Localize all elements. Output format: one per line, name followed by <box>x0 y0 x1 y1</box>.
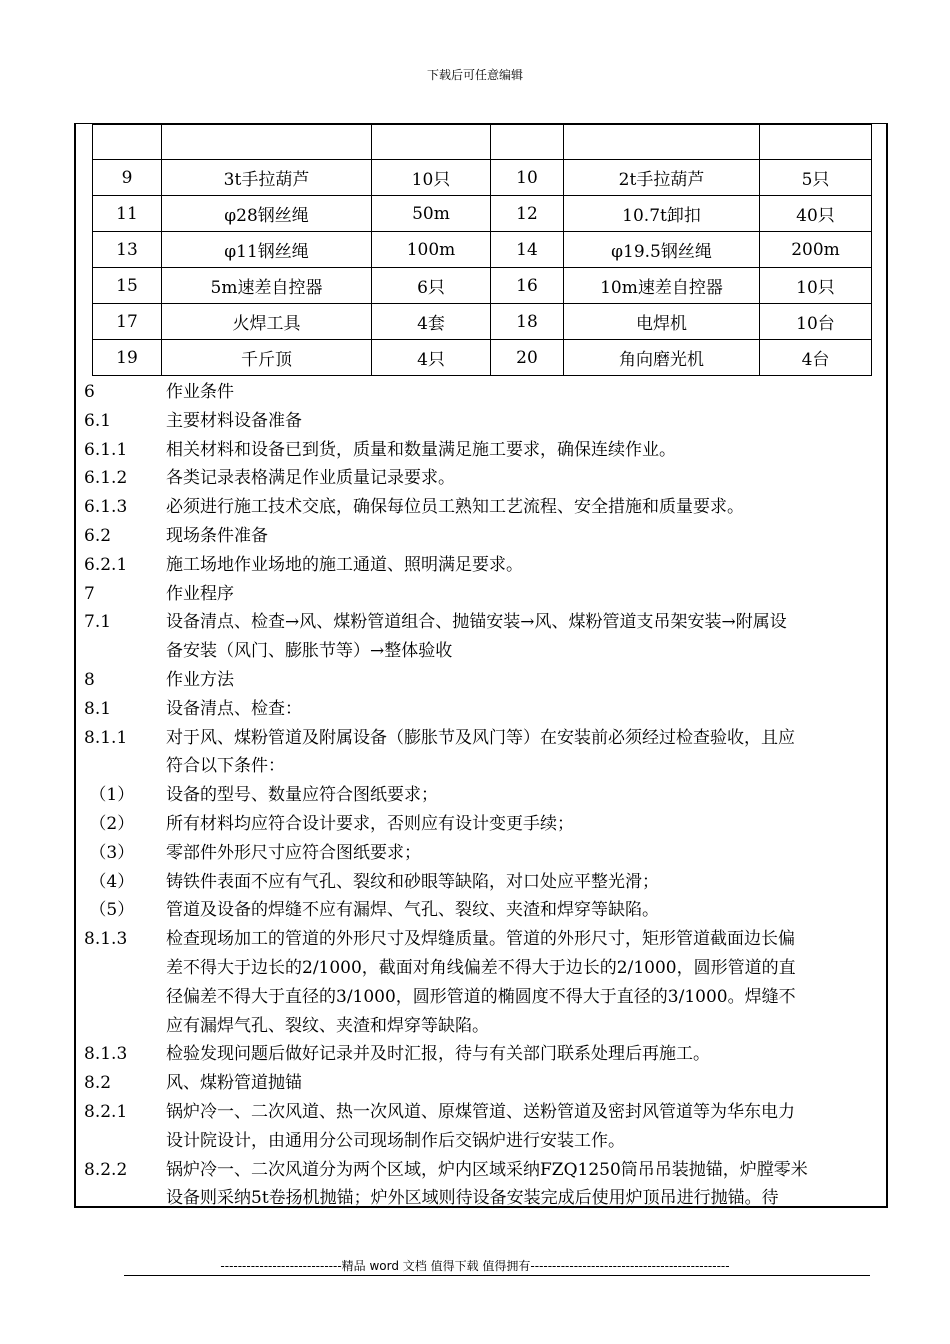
table-row <box>93 160 872 196</box>
paragraph-line <box>84 637 884 666</box>
page-footer: ----------------------------精品 word 文档 值得下载 值得拥有---------------------------------------------- <box>220 1259 730 1273</box>
table-cell-item-qty: 10台 <box>760 304 872 340</box>
paragraph-text: 零部件外形尺寸应符合图纸要求； <box>166 842 421 863</box>
table-cell-item-name: φ19.5钢丝绳 <box>564 232 760 268</box>
paragraph-line <box>84 781 884 810</box>
table-cell-item-no: 20 <box>491 340 564 376</box>
table-cell-item-qty: 40只 <box>760 196 872 232</box>
table-cell-item-qty: 200m <box>760 232 872 268</box>
table-cell-item-qty: 4台 <box>760 340 872 376</box>
section-number <box>84 637 166 666</box>
table-row <box>93 340 872 376</box>
section-number: 6.1.3 <box>84 497 128 518</box>
paragraph-text: 设备的型号、数量应符合图纸要求； <box>166 785 438 806</box>
section-number: （4） <box>84 871 135 892</box>
section-number <box>84 983 166 1012</box>
table-cell-item-no: 15 <box>93 268 162 304</box>
paragraph-text: 锅炉冷一、二次风道、热一次风道、原煤管道、送粉管道及密封风管道等为华东电力 <box>166 1101 795 1122</box>
section-number: 8.1.1 <box>84 727 128 748</box>
table-cell-item-name: 火焊工具 <box>162 304 372 340</box>
paragraph-line <box>84 752 884 781</box>
paragraph-text: 施工场地作业场地的施工通道、照明满足要求。 <box>166 554 523 575</box>
paragraph-line <box>84 580 884 609</box>
section-number: 6 <box>84 382 95 402</box>
paragraph-text: 检验发现问题后做好记录并及时汇报，待与有关部门联系处理后再施工。 <box>166 1044 710 1065</box>
paragraph-line <box>84 464 884 493</box>
table-cell-item-qty: 10只 <box>372 160 491 196</box>
paragraph-text: 对于风、煤粉管道及附属设备（膨胀节及风门等）在安装前必须经过检查验收，且应 <box>166 727 795 748</box>
paragraph-line <box>84 868 884 897</box>
paragraph-line <box>84 522 884 551</box>
table-row <box>93 304 872 340</box>
paragraph-text: 主要材料设备准备 <box>166 410 302 431</box>
section-number: 8.1.3 <box>84 1044 128 1065</box>
section-number: 7.1 <box>84 612 112 633</box>
paragraph-line <box>84 407 884 436</box>
table-cell-item-name: 5m速差自控器 <box>162 268 372 304</box>
section-number: 6.1.2 <box>84 468 128 489</box>
table-cell-item-no: 17 <box>93 304 162 340</box>
paragraph-text: 作业方法 <box>166 669 234 690</box>
table-cell-item-name: φ28钢丝绳 <box>162 196 372 232</box>
paragraph-line <box>84 436 884 465</box>
paragraph-text: 应有漏焊气孔、裂纹、夹渣和焊穿等缺陷。 <box>166 1015 489 1036</box>
table-cell-item-no: 14 <box>491 232 564 268</box>
table-cell-item-no: 18 <box>491 304 564 340</box>
paragraph-line <box>84 1127 884 1156</box>
section-number: （2） <box>84 813 135 834</box>
paragraph-line <box>84 666 884 695</box>
table-cell-item-no: 19 <box>93 340 162 376</box>
table-row-empty <box>93 125 872 160</box>
section-number <box>84 752 166 781</box>
paragraph-text: 符合以下条件： <box>166 756 285 777</box>
table-cell-item-name: 千斤顶 <box>162 340 372 376</box>
paragraph-text: 设备清点、检查→风、煤粉管道组合、抛锚安装→风、煤粉管道支吊架安装→附属设 <box>166 612 787 633</box>
table-cell-item-name: 2t手拉葫芦 <box>564 160 760 196</box>
paragraph-text: 设备则采纳5t卷扬机抛锚；炉外区域则待设备安装完成后使用炉顶吊进行抛锚。待 <box>166 1188 779 1209</box>
section-number: 7 <box>84 583 95 604</box>
paragraph-text: 差不得大于边长的2/1000，截面对角线偏差不得大于边长的2/1000，圆形管道的直 <box>166 957 796 978</box>
table-cell-item-name: 3t手拉葫芦 <box>162 160 372 196</box>
table-cell-item-no: 13 <box>93 232 162 268</box>
table-cell-item-qty: 4只 <box>372 340 491 376</box>
section-number: （1） <box>84 785 135 806</box>
tools-table <box>92 124 872 376</box>
paragraph-text: 设备清点、检查： <box>166 698 302 719</box>
table-cell-item-name: 角向磨光机 <box>564 340 760 376</box>
table-cell-item-name: 电焊机 <box>564 304 760 340</box>
table-row <box>93 232 872 268</box>
table-cell-item-no: 12 <box>491 196 564 232</box>
paragraph-text: 风、煤粉管道抛锚 <box>166 1073 302 1094</box>
paragraph-text: 管道及设备的焊缝不应有漏焊、气孔、裂纹、夹渣和焊穿等缺陷。 <box>166 900 659 921</box>
paragraph-line <box>84 896 884 925</box>
table-cell-item-name: φ11钢丝绳 <box>162 232 372 268</box>
document-body <box>84 378 884 1213</box>
table-cell-item-qty: 4套 <box>372 304 491 340</box>
paragraph-line <box>84 839 884 868</box>
paragraph-line <box>84 810 884 839</box>
section-number: （3） <box>84 842 135 863</box>
table-cell-item-qty: 100m <box>372 232 491 268</box>
paragraph-line <box>84 1156 884 1185</box>
paragraph-line <box>84 1069 884 1098</box>
paragraph-line <box>84 695 884 724</box>
paragraph-text: 检查现场加工的管道的外形尺寸及焊缝质量。管道的外形尺寸，矩形管道截面边长偏 <box>166 929 795 950</box>
paragraph-line <box>84 493 884 522</box>
paragraph-text: 铸铁件表面不应有气孔、裂纹和砂眼等缺陷，对口处应平整光滑； <box>166 871 659 892</box>
table-cell-item-no: 10 <box>491 160 564 196</box>
paragraph-text: 径偏差不得大于直径的3/1000，圆形管道的椭圆度不得大于直径的3/1000。焊缝不 <box>166 986 796 1007</box>
table-cell-item-qty: 50m <box>372 196 491 232</box>
section-number: 8.1 <box>84 698 112 719</box>
section-number: 8.2 <box>84 1073 112 1094</box>
footer-rule <box>124 1275 870 1276</box>
paragraph-text: 作业程序 <box>166 583 234 604</box>
section-number: （5） <box>84 900 135 921</box>
section-number <box>84 954 166 983</box>
table-row <box>93 268 872 304</box>
paragraph-line <box>84 1012 884 1041</box>
paragraph-line <box>84 954 884 983</box>
paragraph-text: 相关材料和设备已到货，质量和数量满足施工要求，确保连续作业。 <box>166 439 676 460</box>
table-cell-item-qty: 6只 <box>372 268 491 304</box>
section-number: 6.1.1 <box>84 439 128 460</box>
paragraph-text: 所有材料均应符合设计要求，否则应有设计变更手续； <box>166 813 574 834</box>
paragraph-line <box>84 1040 884 1069</box>
section-number: 8 <box>84 669 95 690</box>
paragraph-text: 备安装（风门、膨胀节等）→整体验收 <box>166 641 453 662</box>
paragraph-line <box>84 1098 884 1127</box>
paragraph-text: 必须进行施工技术交底，确保每位员工熟知工艺流程、安全措施和质量要求。 <box>166 497 744 518</box>
paragraph-line <box>84 724 884 753</box>
paragraph-text: 各类记录表格满足作业质量记录要求。 <box>166 468 455 489</box>
table-cell-item-no: 16 <box>491 268 564 304</box>
table-cell-item-qty: 5只 <box>760 160 872 196</box>
paragraph-text: 锅炉冷一、二次风道分为两个区域，炉内区域采纳FZQ1250筒吊吊装抛锚，炉膛零米 <box>166 1159 808 1180</box>
section-number: 6.2 <box>84 525 112 546</box>
paragraph-text: 设计院设计，由通用分公司现场制作后交锅炉进行安装工作。 <box>166 1130 625 1151</box>
table-row <box>93 196 872 232</box>
section-number <box>84 1012 166 1041</box>
paragraph-line <box>84 378 884 407</box>
section-number: 8.1.3 <box>84 929 128 950</box>
paragraph-line <box>84 1184 884 1213</box>
section-number <box>84 1184 166 1213</box>
section-number: 6.2.1 <box>84 554 128 575</box>
section-number: 8.2.2 <box>84 1159 128 1180</box>
table-cell-item-no: 11 <box>93 196 162 232</box>
paragraph-text: 作业条件 <box>166 382 234 402</box>
page-header: 下载后可任意编辑 <box>426 68 523 82</box>
paragraph-line <box>84 551 884 580</box>
table-cell-item-name: 10m速差自控器 <box>564 268 760 304</box>
table-cell-item-name: 10.7t卸扣 <box>564 196 760 232</box>
section-number <box>84 1127 166 1156</box>
paragraph-line <box>84 983 884 1012</box>
table-cell-item-no: 9 <box>93 160 162 196</box>
paragraph-line <box>84 608 884 637</box>
paragraph-line <box>84 925 884 954</box>
paragraph-text: 现场条件准备 <box>166 525 268 546</box>
section-number: 8.2.1 <box>84 1101 128 1122</box>
section-number: 6.1 <box>84 410 112 431</box>
table-cell-item-qty: 10只 <box>760 268 872 304</box>
